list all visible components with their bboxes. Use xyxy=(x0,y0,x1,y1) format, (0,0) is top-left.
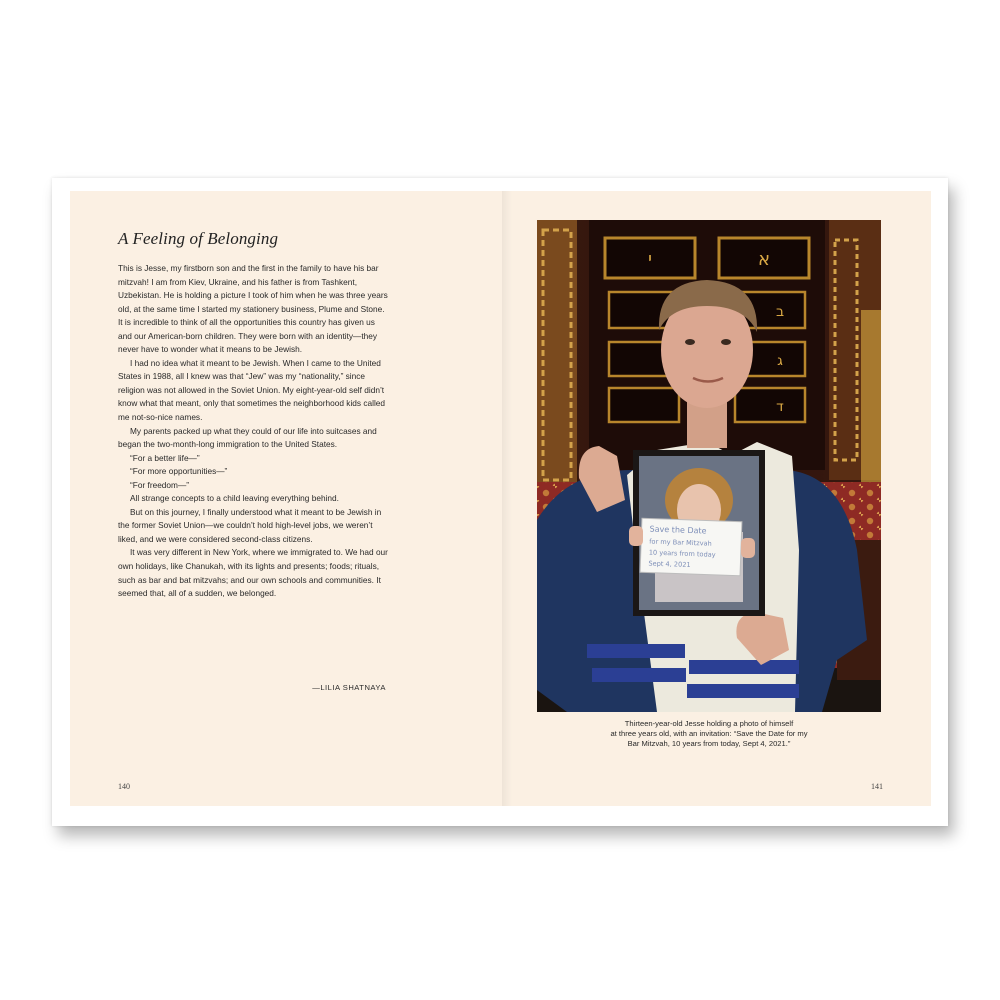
photo-illustration xyxy=(537,220,881,712)
page-title: A Feeling of Belonging xyxy=(118,229,279,248)
page-number: 141 xyxy=(871,782,883,791)
right-page xyxy=(502,191,931,806)
left-page xyxy=(70,191,502,806)
bar-mitzvah-photo xyxy=(537,220,881,712)
svg-text:ג: ג xyxy=(777,353,783,369)
author-byline: —LILIA SHATNAYA xyxy=(312,683,386,692)
page-number: 140 xyxy=(118,782,130,791)
card-text-line: 10 years from today xyxy=(648,548,716,559)
svg-text:ד: ד xyxy=(776,399,784,415)
paragraph: This is Jesse, my firstborn son and the first in the family to have his bar mitzvah! I am from Kiev, Ukraine, and his father is from Tashkent, Uzbekistan. He is holding a picture I took of him when he was three years old, at the same time I started my stationery business, Plume and Stone. It is incredible to think of all the opportunities this country has given us and our American-born children. They were born with an identity—they never have to wonder what it means to be Jewish. xyxy=(118,263,388,355)
card-text-line: Save the Date xyxy=(649,524,707,536)
essay-body xyxy=(118,262,388,601)
caption-line: Bar Mitzvah, 10 years from today, Sept 4, 2021.” xyxy=(627,739,791,748)
svg-text:ב: ב xyxy=(775,304,785,320)
caption-line: Thirteen-year-old Jesse holding a photo of himself xyxy=(624,719,794,728)
paragraph: But on this journey, I finally understood what it meant to be Jewish in the former Soviet Union—we couldn’t hold high-level jobs, we weren’t liked, and we were considered second-class citizens. xyxy=(118,506,382,544)
paragraph: “For a better life—” xyxy=(130,452,200,463)
paragraph: “For more opportunities—” xyxy=(130,466,228,477)
book-spread xyxy=(52,178,948,826)
paragraph: My parents packed up what they could of our life into suitcases and began the two-month-long immigration to the United States. xyxy=(118,425,377,450)
caption-line: at three years old, with an invitation: “Save the Date for my xyxy=(610,729,808,738)
card-text-line: for my Bar Mitzvah xyxy=(649,537,712,548)
photo-caption xyxy=(537,719,881,749)
svg-text:י: י xyxy=(647,249,653,270)
paragraph: “For freedom—” xyxy=(130,479,190,490)
page-gutter-shadow xyxy=(502,191,512,806)
paragraph: It was very different in New York, where we immigrated to. We had our own holidays, like Chanukah, with its lights and presents; foods; rituals, such as bar and bat mitzvahs; and our own schools and communities. It seemed that, all of a sudden, we belonged. xyxy=(118,547,388,599)
paragraph: I had no idea what it meant to be Jewish. When I came to the United States in 1988, all I knew was that “Jew” was my “nationality,” since religion was not allowed in the Soviet Union. My eight-year-old self didn’t know what that meant, only that sometimes the neighborhood kids called me not-so-nice names. xyxy=(118,357,386,423)
paragraph: All strange concepts to a child leaving everything behind. xyxy=(130,493,339,504)
svg-text:א: א xyxy=(757,249,771,270)
card-text-line: Sept 4, 2021 xyxy=(648,559,691,569)
